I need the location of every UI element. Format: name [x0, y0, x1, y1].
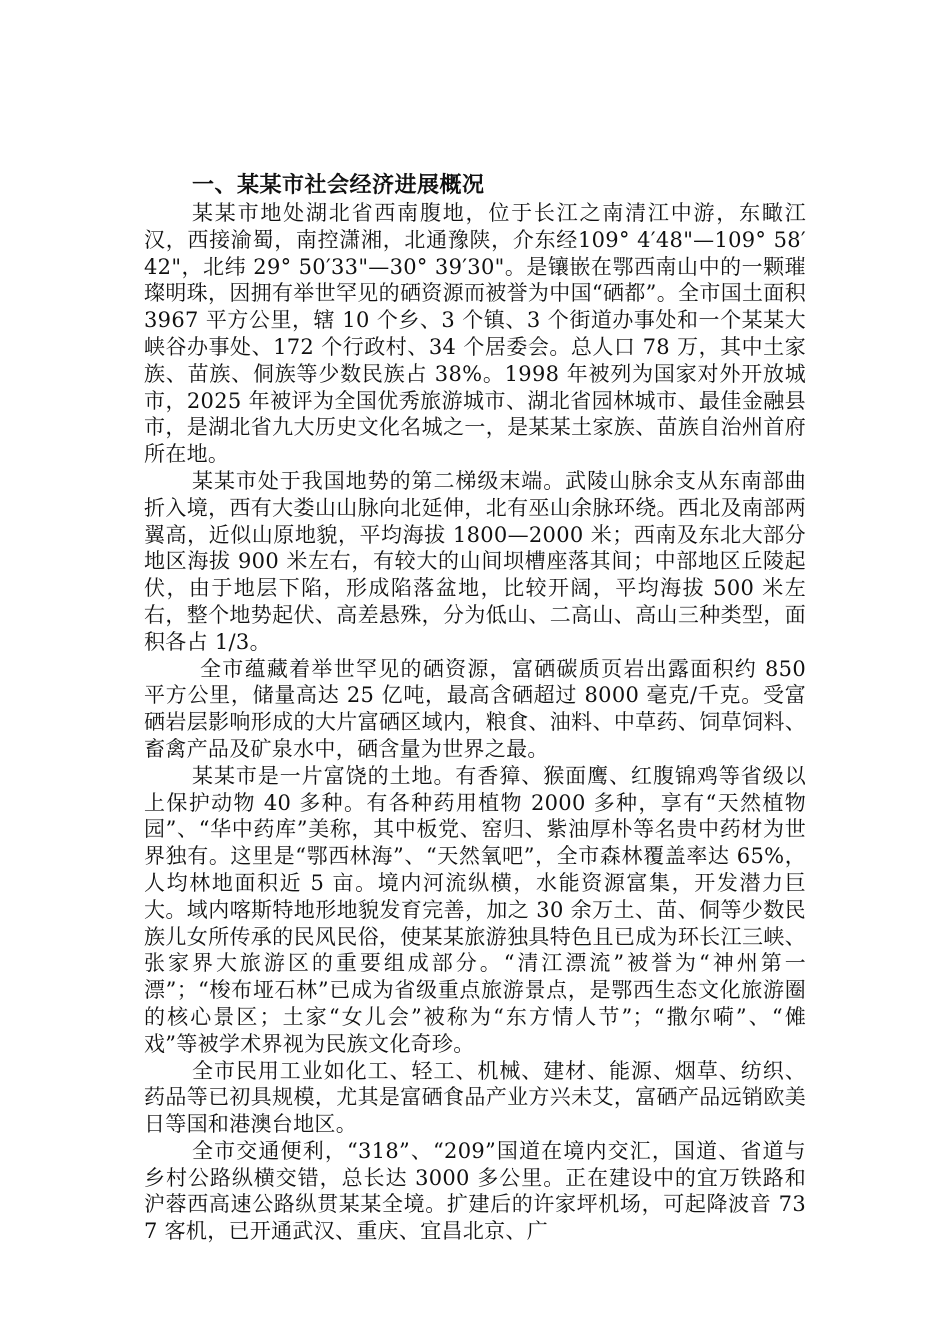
document-page: [144, 172, 806, 1245]
paragraph-resources: 某某市是一片富饶的土地。有香獐、猴面鹰、红腹锦鸡等省级以上保护动物 40 多种。有各种药用植物 2000 多种，享有“天然植物园”、“华中药库”美称，其中板党、窑归、紫油厚朴等名贵中药材为世界独有。这里是“鄂西林海”、“天然氧吧”，全市森林覆盖率达 65%，人均林地面积近 5 亩。境内河流纵横，水能资源富集，开发潜力巨大。域内喀斯特地形地貌发育完善，加之 30 余万土、苗、侗等少数民族儿女所传承的民风民俗，使某某旅游独具特色且已成为环长江三峡、张家界大旅游区的重要组成部分。“清江漂流”被誉为“神州第一漂”；“梭布垭石林”已成为省级重点旅游景点，是鄂西生态文化旅游圈的核心景区；土家“女儿会”被称为“东方情人节”；“撒尔嗬”、“傩戏”等被学术界视为民族文化奇珍。: [144, 763, 806, 1056]
paragraph-selenium: 全市蕴藏着举世罕见的硒资源，富硒碳质页岩出露面积约 850 平方公里，储量高达 25 亿吨，最高含硒超过 8000 毫克/千克。受富硒岩层影响形成的大片富硒区域内，粮食、油料、中草药、饲草饲料、畜禽产品及矿泉水中，硒含量为世界之最。: [144, 656, 806, 761]
paragraph-industry: 全市民用工业如化工、轻工、机械、建材、能源、烟草、纺织、药品等已初具规模，尤其是富硒食品产业方兴未艾，富硒产品远销欧美日等国和港澳台地区。: [144, 1058, 806, 1137]
paragraph-location: 某某市地处湖北省西南腹地，位于长江之南清江中游，东瞰江汉，西接渝蜀，南控潇湘，北通豫陕，介东经109° 4′48"—109° 58′42"，北纬 29° 50′33"—30° 39′30"。是镶嵌在鄂西南山中的一颗璀璨明珠，因拥有举世罕见的硒资源而被誉为中国“硒都”。全市国土面积 3967 平方公里，辖 10 个乡、3 个镇、3 个街道办事处和一个某某大峡谷办事处、172 个行政村、34 个居委会。总人口 78 万，其中土家族、苗族、侗族等少数民族占 38%。1998 年被列为国家对外开放城市，2025 年被评为全国优秀旅游城市、湖北省园林城市、最佳金融县市，是湖北省九大历史文化名城之一，是某某土家族、苗族自治州首府所在地。: [144, 201, 806, 467]
paragraph-transport: 全市交通便利，“318”、“209”国道在境内交汇，国道、省道与乡村公路纵横交错，总长达 3000 多公里。正在建设中的宜万铁路和沪蓉西高速公路纵贯某某全境。扩建后的许家坪机场，可起降波音 737 客机，已开通武汉、重庆、宜昌北京、广: [144, 1138, 806, 1244]
section-heading: 一、某某市社会经济进展概况: [192, 173, 485, 198]
paragraph-terrain: 某某市处于我国地势的第二梯级末端。武陵山脉余支从东南部曲折入境，西有大娄山山脉向北延伸，北有巫山余脉环绕。西北及南部两翼高，近似山原地貌，平均海拔 1800—2000 米；西南及东北大部分地区海拔 900 米左右，有较大的山间坝槽座落其间；中部地区丘陵起伏，由于地层下陷，形成陷落盆地，比较开阔，平均海拔 500 米左右，整个地势起伏、高差悬殊，分为低山、二高山、高山三种类型，面积各占 1/3。: [144, 468, 806, 654]
